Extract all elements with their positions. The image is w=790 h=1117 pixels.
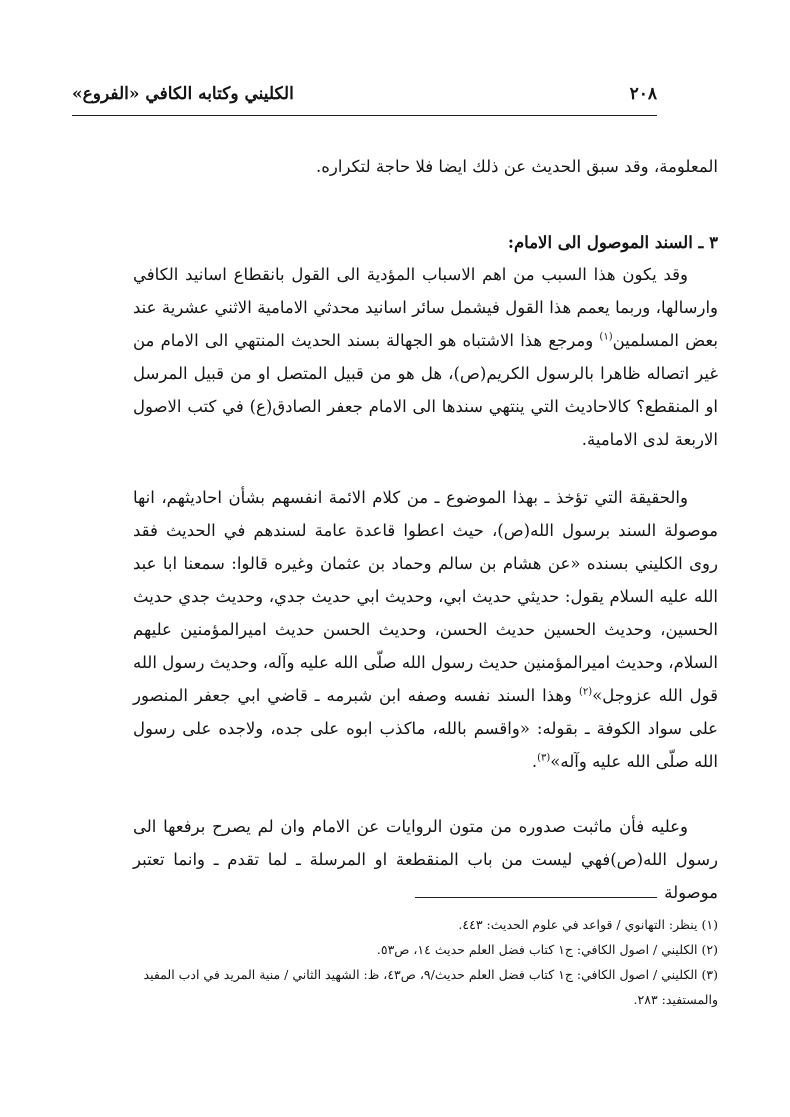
continuation-paragraph [133, 150, 718, 183]
footnote-ref-3: (٣) [537, 752, 551, 764]
continuation-text: المعلومة، وقد سبق الحديث عن ذلك ايضا فلا حاجة لتكراره. [316, 157, 718, 176]
paragraph-1-text-b: ومرجع هذا الاشتباه هو الجهالة بسند الحديث المنتهي الى الامام من غير اتصاله ظاهرا بالرسول الكريم(ص)، هل هو من قبيل المتصل او من قبيل المرسل او المنقطع؟ كالاحاديث التي ينتهي سندها الى الامام جعفر الصادق(ع) في كتب الاصول الاربعة لدى الامامية. [133, 331, 718, 449]
paragraph-1 [133, 258, 718, 456]
paragraph-3-text: وعليه فأن ماثبت صدوره من متون الروايات عن الامام وان لم يصرح برفعها الى رسول الله(ص)فهي ليست من باب المنقطعة او المرسلة ـ لما تقدم ـ وانما تعتبر موصولة [133, 817, 718, 902]
section-heading: ٣ ـ السند الموصول الى الامام: [507, 233, 718, 252]
footnote-ref-1: (١) [599, 331, 613, 343]
paragraph-2-text-b: وهذا السند نفسه وصفه ابن شبرمه ـ قاضي ابي جعفر المنصور على سواد الكوفة ـ بقوله: «واقسم بالله، ماكذب ابوه على جده، ولاجده على رسول الله صلّى الله عليه وآله» [133, 686, 718, 771]
footnote-1: (١) ينظر: التهانوي / قواعد في علوم الحديث: ٤٤٣. [458, 917, 718, 932]
paragraph-2 [133, 481, 718, 778]
paragraph-3 [133, 810, 718, 909]
paragraph-2-text-c: . [531, 752, 538, 771]
header-divider [72, 115, 657, 116]
paragraph-1-text-a: وقد يكون هذا السبب من اهم الاسباب المؤدية الى القول بانقطاع اسانيد الكافي وارسالها، وربما يعمم هذا القول فيشمل سائر اسانيد محدثي الامامية الاثني عشرية عند بعض المسلمين [133, 265, 718, 350]
page-number: ٢٠٨ [629, 84, 657, 104]
footnote-ref-2: (٢) [578, 686, 593, 698]
paragraph-2-text-a: والحقيقة التي تؤخذ ـ بهذا الموضوع ـ من كلام الائمة انفسهم بشأن احاديثهم، انها موصولة السند برسول الله(ص)، حيث اعطوا قاعدة عامة لسندهم في الحديث فقد روى الكليني بسنده «عن هشام بن سالم وحماد بن عثمان وغيره قالوا: سمعنا ابا عبد الله عليه السلام يقول: حديثي حديث ابي، وحديث ابي حديث جدي، وحديث جدي حديث الحسين، وحديث الحسين حديث الحسن، وحديث الحسن حديث اميرالمؤمنين عليهم السلام، وحديث اميرالمؤمنين حديث رسول الله صلّى الله عليه وآله، وحديث رسول الله قول الله عزوجل» [133, 488, 718, 705]
page-header [72, 84, 657, 110]
footnotes [133, 912, 718, 1012]
footnote-divider [415, 897, 657, 898]
footnote-2: (٢) الكليني / اصول الكافي: ج١ كتاب فضل العلم حديث ١٤، ص٥٣. [376, 942, 718, 957]
footnote-3: (٣) الكليني / اصول الكافي: ج١ كتاب فضل العلم حديث/٩، ص٤٣، ظ: الشهيد الثاني / منية المريد في ادب المفيد والمستفيد: ٢٨٣. [143, 967, 718, 1007]
running-title: الكليني وكتابه الكافي «الفروع» [72, 84, 294, 104]
